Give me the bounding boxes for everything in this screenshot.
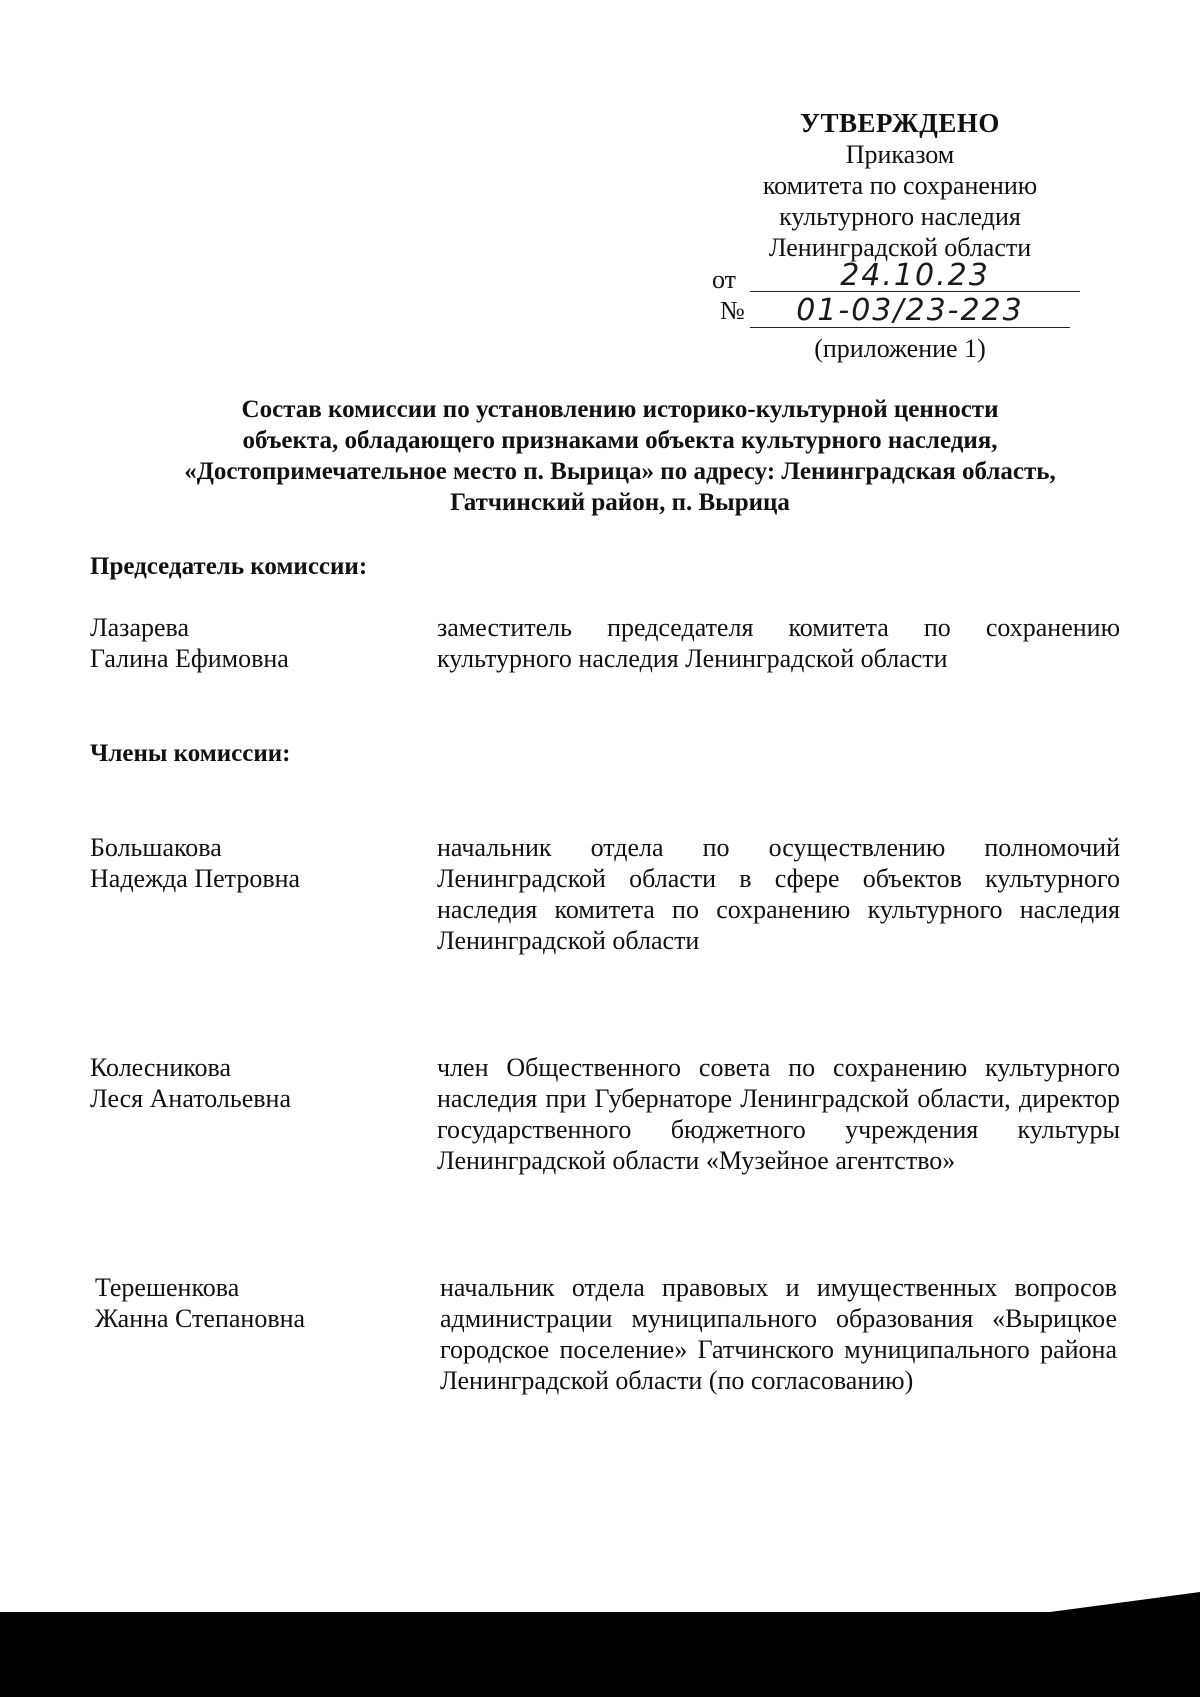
approval-number-value: 01-03/23-223 xyxy=(750,295,1070,328)
approval-date-label: от xyxy=(712,265,737,294)
approval-line-1: Приказом xyxy=(845,140,955,169)
title-line-3: «Достопримечательное место п. Вырица» по адресу: Ленинградская область, xyxy=(184,458,1056,485)
chair-surname: Лазарева xyxy=(90,613,189,642)
member-surname: Большакова xyxy=(90,833,222,862)
member-given-names: Жанна Степановна xyxy=(95,1304,306,1333)
approval-number-line xyxy=(720,295,1080,331)
scan-edge-artifact xyxy=(1050,1592,1200,1612)
member-surname: Колесникова xyxy=(90,1053,232,1082)
approval-title: УТВЕРЖДЕНО xyxy=(800,108,1000,138)
chair-section-label: Председатель комиссии: xyxy=(90,553,368,580)
title-line-1: Состав комиссии по установлению историко-культурной ценности xyxy=(241,396,999,423)
member-name xyxy=(95,1272,425,1334)
member-surname: Терешенкова xyxy=(95,1273,240,1302)
scan-border-band xyxy=(0,1612,1200,1697)
members-section-label: Члены комиссии: xyxy=(90,740,291,767)
document-title xyxy=(100,394,1140,518)
title-line-4: Гатчинский район, п. Вырица xyxy=(450,489,790,516)
approval-number-label: № xyxy=(720,296,745,325)
member-role: начальник отдела по осуществлению полномочий Ленинградской области в сфере объектов культурного наследия комитета по сохранению культурного наследия Ленинградской области xyxy=(437,833,1120,955)
member-role: член Общественного совета по сохранению культурного наследия при Губернаторе Ленинградской области, директор государственного бюджетного учреждения культуры Ленинградской области «Музейное агентство» xyxy=(437,1053,1120,1175)
member-given-names: Надежда Петровна xyxy=(90,864,301,893)
member-given-names: Леся Анатольевна xyxy=(90,1084,291,1113)
chair-name xyxy=(90,612,420,674)
member-name xyxy=(90,1052,420,1114)
member-name xyxy=(90,832,420,894)
appendix-note: (приложение 1) xyxy=(814,334,986,363)
approval-line-3: культурного наследия xyxy=(779,202,1021,231)
approval-line-4: Ленинградской области xyxy=(768,233,1032,262)
approval-line-2: комитета по сохранению xyxy=(762,171,1038,200)
title-line-2: объекта, обладающего признаками объекта культурного наследия, xyxy=(242,427,998,454)
approval-block xyxy=(690,108,1110,263)
chair-role: заместитель председателя комитета по сохранению культурного наследия Ленинградской области xyxy=(437,613,1120,673)
approval-date-value: 24.10.23 xyxy=(750,261,1080,292)
member-role: начальник отдела правовых и имущественных вопросов администрации муниципального образования «Вырицкое городское поселение» Гатчинского муниципального района Ленинградской области (по согласованию) xyxy=(440,1273,1117,1395)
chair-given-names: Галина Ефимовна xyxy=(90,644,289,673)
